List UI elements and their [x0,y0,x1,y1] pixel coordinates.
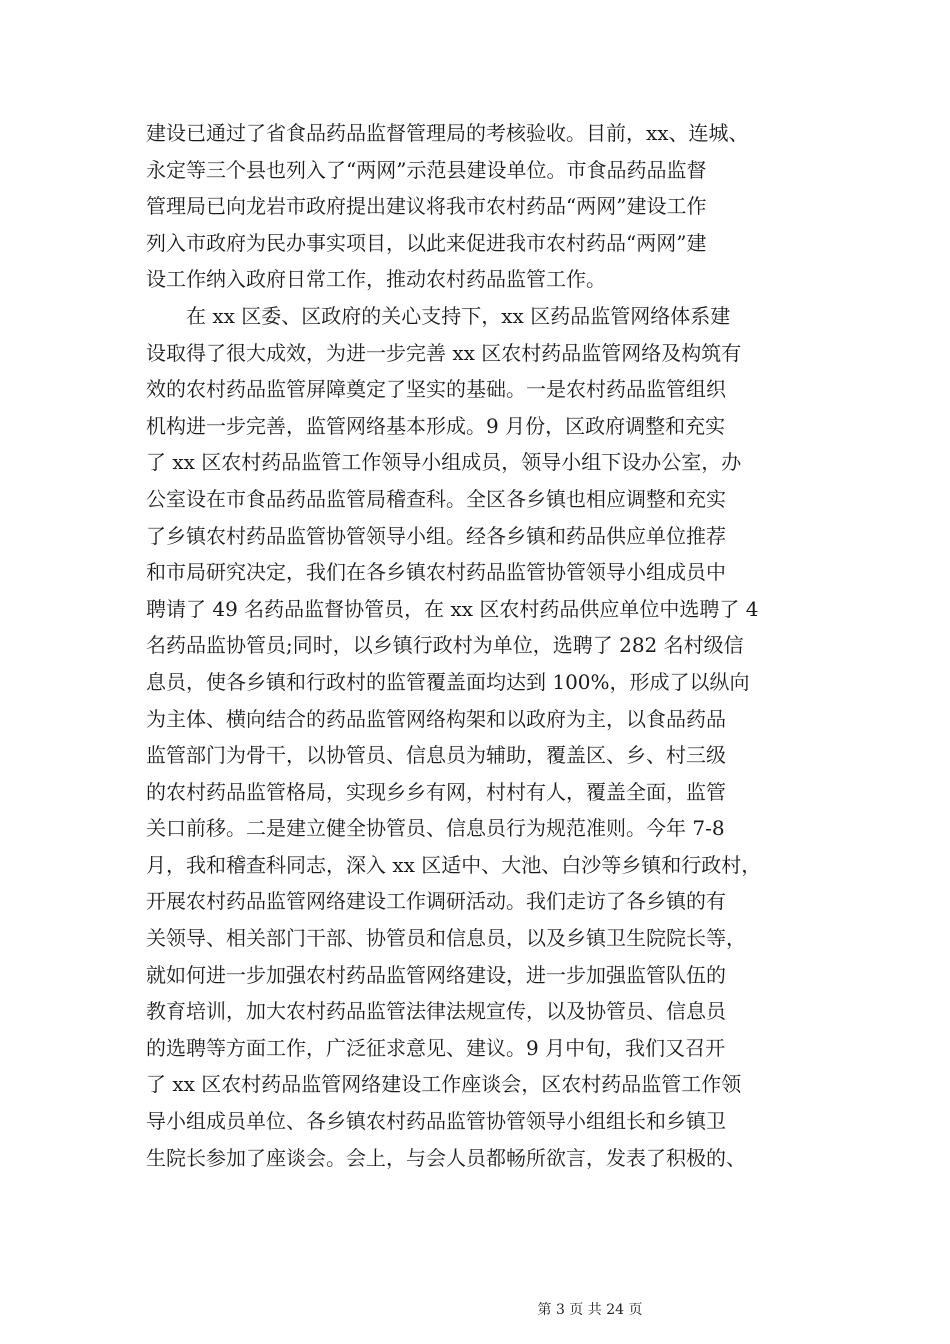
body-text [146,115,818,1176]
text-line: 设取得了很大成效，为进一步完善 xx 区农村药品监管网络及构筑有 [146,340,742,365]
text-line: 的选聘等方面工作，广泛征求意见、建议。9 月中旬，我们又召开 [146,1035,726,1060]
text-line: 教育培训，加大农村药品监管法律法规宣传，以及协管员、信息员 [146,999,726,1024]
text-line: 永定等三个县也列入了“两网”示范县建设单位。市食品药品监督 [146,157,707,182]
text-line: 机构进一步完善，监管网络基本形成。9 月份，区政府调整和充实 [146,413,726,438]
text-line: 就如何进一步加强农村药品监管网络建设，进一步加强监管队伍的 [146,962,726,987]
text-line: 关口前移。二是建立健全协管员、信息员行为规范准则。今年 7-8 [146,816,725,841]
text-line: 了乡镇农村药品监管协管领导小组。经各乡镇和药品供应单位推荐 [146,523,726,548]
text-line: 公室设在市食品药品监管局稽查科。全区各乡镇也相应调整和充实 [146,486,726,511]
text-line: 关领导、相关部门干部、协管员和信息员，以及乡镇卫生院院长等， [146,926,746,951]
text-line: 监管部门为骨干，以协管员、信息员为辅助，覆盖区、乡、村三级 [146,743,726,768]
text-line: 了 xx 区农村药品监管工作领导小组成员，领导小组下设办公室，办 [146,450,742,475]
text-line: 建设已通过了省食品药品监督管理局的考核验收。目前，xx、连城、 [146,121,749,145]
text-line: 开展农村药品监管网络建设工作调研活动。我们走访了各乡镇的有 [146,889,726,914]
text-line: 聘请了 49 名药品监督协管员，在 xx 区农村药品供应单位中选聘了 4 [146,596,759,621]
text-line: 了 xx 区农村药品监管网络建设工作座谈会，区农村药品监管工作领 [146,1072,742,1097]
text-line: 列入市政府为民办事实项目，以此来促进我市农村药品“两网”建 [146,230,707,255]
text-line: 为主体、横向结合的药品监管网络构架和以政府为主，以食品药品 [146,706,726,731]
text-line: 月，我和稽查科同志，深入 xx 区适中、大池、白沙等乡镇和行政村， [146,852,762,877]
text-line: 效的农村药品监管屏障奠定了坚实的基础。一是农村药品监管组织 [146,377,726,402]
text-line: 名药品监协管员;同时，以乡镇行政村为单位，选聘了 282 名村级信 [146,633,744,658]
text-line: 设工作纳入政府日常工作，推动农村药品监管工作。 [146,267,606,292]
text-line: 管理局已向龙岩市政府提出建议将我市农村药品“两网”建设工作 [146,194,707,219]
text-line: 生院长参加了座谈会。会上，与会人员都畅所欲言，发表了积极的、 [146,1145,746,1170]
page-number-footer: 第 3 页 共 24 页 [537,1302,643,1318]
text-line: 导小组成员单位、各乡镇农村药品监管协管领导小组组长和乡镇卫 [146,1109,726,1134]
text-line: 的农村药品监管格局，实现乡乡有网，村村有人，覆盖全面，监管 [146,779,726,804]
text-line: 息员，使各乡镇和行政村的监管覆盖面均达到 100%，形成了以纵向 [146,669,750,694]
text-line: 在 xx 区委、区政府的关心支持下，xx 区药品监管网络体系建 [146,303,731,328]
text-line: 和市局研究决定，我们在各乡镇农村药品监管协管领导小组成员中 [146,560,726,585]
